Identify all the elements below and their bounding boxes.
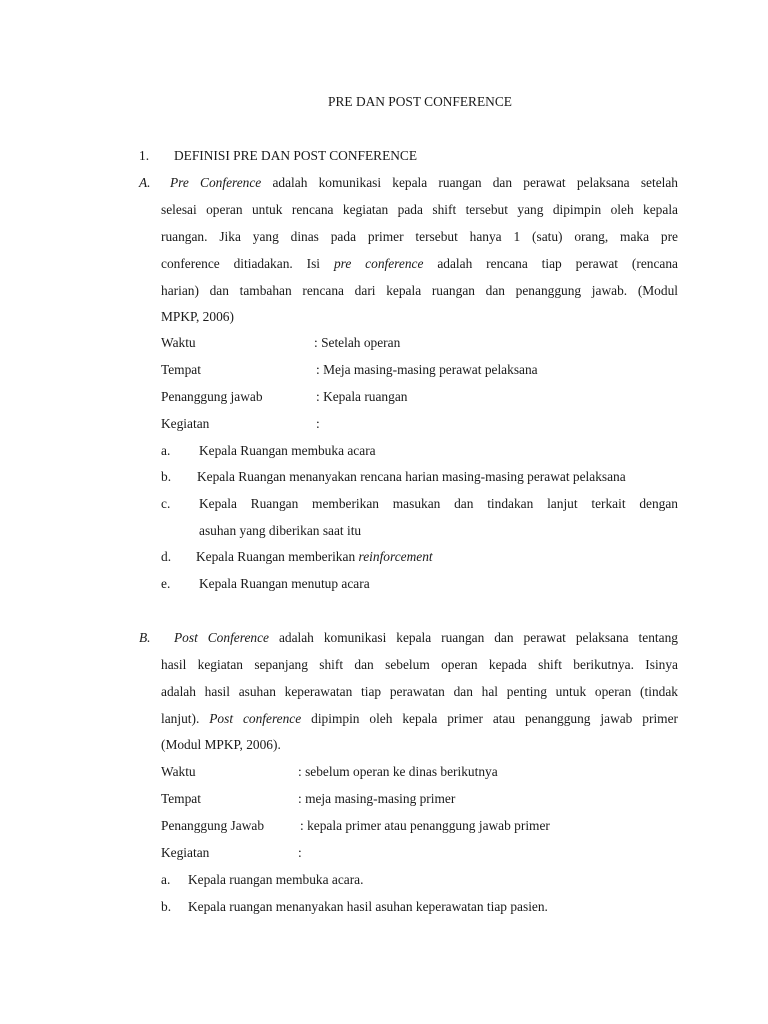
info-label: Tempat <box>161 791 201 806</box>
info-label: Penanggung jawab <box>161 389 263 404</box>
part-b-letter: B. <box>139 630 151 645</box>
list-item-continuation: asuhan yang diberikan saat itu <box>199 523 362 538</box>
list-marker: b. <box>161 899 172 914</box>
info-label: Waktu <box>161 764 196 779</box>
info-value: : Meja masing-masing perawat pelaksana <box>316 362 538 377</box>
list-item: Kepala ruangan membuka acara. <box>188 872 364 887</box>
part-a-line-3: ruangan. Jika yang dinas pada primer tersebut hanya 1 (satu) orang, maka pre <box>161 229 678 244</box>
part-a-letter: A. <box>139 175 151 190</box>
list-item: Kepala Ruangan menanyakan rencana harian masing-masing perawat pelaksana <box>197 469 626 484</box>
part-a-line-4: conference ditiadakan. Isi pre conference adalah rencana tiap perawat (rencana <box>161 256 679 271</box>
info-label: Penanggung Jawab <box>161 818 265 833</box>
part-a-line-6: MPKP, 2006) <box>161 309 234 324</box>
info-label: Waktu <box>161 335 196 350</box>
part-b-line-1: Post Conference adalah komunikasi kepala ruangan dan perawat pelaksana tentang <box>174 630 678 645</box>
part-b-line-2: hasil kegiatan sepanjang shift dan sebelum operan kepada shift berikutnya. Isinya <box>161 657 678 672</box>
list-marker: a. <box>161 443 171 458</box>
section-number: 1. <box>139 148 150 163</box>
info-label: Tempat <box>161 362 201 377</box>
list-marker: a. <box>161 872 171 887</box>
part-b-term: Post Conference <box>174 630 269 645</box>
info-value: : sebelum operan ke dinas berikutnya <box>298 764 498 779</box>
part-b-line-3: adalah hasil asuhan keperawatan tiap perawatan dan hal penting untuk operan (tindak <box>161 684 678 699</box>
list-marker: c. <box>161 496 171 511</box>
list-marker: b. <box>161 469 172 484</box>
list-item: Kepala Ruangan membuka acara <box>199 443 376 458</box>
info-value: : meja masing-masing primer <box>298 791 456 806</box>
list-item: Kepala Ruangan menutup acara <box>199 576 370 591</box>
part-b-line-5: (Modul MPKP, 2006). <box>161 737 281 752</box>
document-title: PRE DAN POST CONFERENCE <box>328 94 512 109</box>
list-item: Kepala Ruangan memberikan masukan dan tindakan lanjut terkait dengan <box>199 496 678 511</box>
part-b-line-4: lanjut). Post conference dipimpin oleh kepala primer atau penanggung jawab primer <box>161 711 678 726</box>
info-value: : <box>298 845 302 860</box>
list-item: Kepala Ruangan memberikan reinforcement <box>196 549 433 564</box>
list-marker: d. <box>161 549 172 564</box>
list-item: Kepala ruangan menanyakan hasil asuhan keperawatan tiap pasien. <box>188 899 548 914</box>
part-a-line-5: harian) dan tambahan rencana dari kepala ruangan dan penanggung jawab. (Modul <box>161 283 678 298</box>
info-label: Kegiatan <box>161 845 210 860</box>
info-value: : Kepala ruangan <box>316 389 408 404</box>
part-a-line-2: selesai operan untuk rencana kegiatan pada shift tersebut yang dipimpin oleh kepala <box>161 202 678 217</box>
info-label: Kegiatan <box>161 416 210 431</box>
info-value: : kepala primer atau penanggung jawab primer <box>300 818 550 833</box>
info-value: : Setelah operan <box>314 335 401 350</box>
part-a-line-1: Pre Conference adalah komunikasi kepala ruangan dan perawat pelaksana setelah <box>170 175 678 190</box>
info-value: : <box>316 416 320 431</box>
part-a-term: Pre Conference <box>170 175 262 190</box>
section-heading: DEFINISI PRE DAN POST CONFERENCE <box>174 148 418 163</box>
list-marker: e. <box>161 576 171 591</box>
